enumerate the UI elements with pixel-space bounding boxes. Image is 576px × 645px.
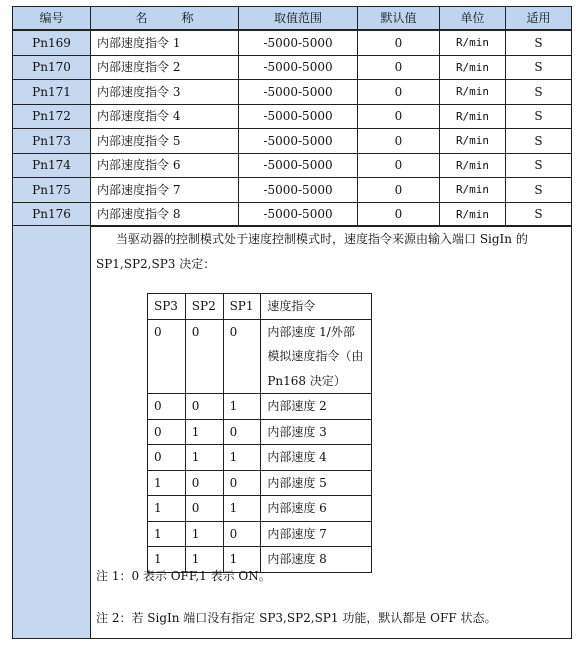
sp-bit-value: 0 [229, 526, 238, 541]
sp-bit-value: 1 [229, 399, 238, 413]
speed-command-cell [261, 496, 372, 522]
param-default-cell [357, 153, 440, 179]
speed-command-text: 内部速度 1/外部 [267, 324, 355, 339]
speed-command-cell [261, 521, 372, 547]
sp-bit-cell [223, 445, 261, 471]
param-unit: R/min [455, 109, 490, 123]
sp-table-header-label: SP3 [154, 299, 178, 313]
description-id-cell [12, 225, 91, 639]
param-unit-cell [439, 30, 506, 56]
sp-bit-value: 0 [154, 324, 162, 339]
param-id-cell [12, 55, 91, 81]
sp-bit-value: 0 [191, 501, 200, 515]
param-unit-cell [439, 104, 506, 130]
speed-command-cell [261, 394, 372, 420]
param-apply-cell [505, 177, 572, 203]
sp-bit-cell [148, 394, 186, 420]
sp-table-row [148, 496, 372, 522]
header-name-label-a: 名 [135, 11, 148, 25]
param-id-cell [12, 202, 91, 228]
param-id: Pn170 [32, 60, 71, 75]
param-id-cell [12, 79, 91, 105]
param-range: -5000-5000 [263, 182, 333, 197]
sp-bit-cell [185, 394, 223, 420]
sp-table-header [261, 294, 372, 320]
sp-table-header-label: SP1 [229, 299, 254, 313]
param-apply-cell [505, 202, 572, 228]
param-id: Pn171 [32, 84, 71, 99]
param-apply: S [534, 35, 543, 50]
sp-bit-cell [223, 319, 261, 394]
sp-bit-value: 1 [154, 526, 162, 541]
description-line-1: 当驱动器的控制模式处于速度控制模式时，速度指令来源由输入端口 SigIn 的 [116, 232, 528, 246]
param-id: Pn169 [32, 35, 71, 50]
param-unit: R/min [455, 60, 490, 74]
sp-bit-value: 1 [229, 450, 238, 464]
param-default-cell [357, 128, 440, 154]
sp-bit-cell [185, 496, 223, 522]
param-range: -5000-5000 [263, 207, 333, 222]
param-range: -5000-5000 [263, 158, 333, 173]
speed-command-text: 内部速度 2 [267, 399, 327, 413]
sp-bit-cell [185, 445, 223, 471]
param-apply: S [534, 109, 543, 124]
param-unit: R/min [455, 183, 490, 197]
param-range-cell [238, 55, 358, 81]
param-apply-cell [505, 55, 572, 81]
sp-table-header [185, 294, 223, 320]
sp-bit-cell [148, 521, 186, 547]
header-apply-label: 适用 [526, 11, 551, 25]
sp-bit-value: 1 [191, 450, 200, 464]
param-id-cell [12, 30, 91, 56]
sp-table-row [148, 521, 372, 547]
sp-bit-value: 1 [229, 501, 238, 515]
param-apply: S [534, 84, 543, 99]
param-apply: S [534, 207, 543, 222]
speed-command-text: 内部速度 6 [267, 501, 327, 515]
param-name-cell [90, 177, 239, 203]
header-name-label-b: 称 [181, 11, 194, 25]
sp-bit-value: 1 [191, 526, 200, 541]
sp-bit-value: 0 [229, 475, 238, 490]
param-id-cell [12, 153, 91, 179]
param-apply-cell [505, 79, 572, 105]
sp-bit-cell [223, 419, 261, 445]
param-id-cell [12, 128, 91, 154]
description-line-2: SP1,SP2,SP3 决定： [96, 257, 216, 271]
param-default: 0 [394, 133, 403, 148]
sp-selection-table [147, 293, 372, 573]
sp-bit-cell [148, 470, 186, 496]
header-default-label: 默认值 [380, 11, 417, 25]
speed-command-cell [261, 547, 372, 573]
sp-table-header [223, 294, 261, 320]
param-range-cell [238, 177, 358, 203]
param-apply-cell [505, 30, 572, 56]
sp-table-row [148, 445, 372, 471]
speed-command-text: 内部速度 5 [267, 475, 327, 490]
param-default: 0 [394, 109, 403, 124]
param-range: -5000-5000 [263, 35, 333, 50]
param-name: 内部速度指令 3 [97, 84, 181, 99]
header-apply [505, 6, 572, 30]
param-name-cell [90, 55, 239, 81]
sp-bit-cell [148, 445, 186, 471]
speed-command-text: 内部速度 8 [267, 552, 327, 566]
param-unit: R/min [455, 134, 490, 148]
param-apply-cell [505, 153, 572, 179]
sp-bit-value: 1 [154, 552, 162, 566]
speed-command-cell [261, 445, 372, 471]
param-id-cell [12, 177, 91, 203]
sp-bit-value: 0 [191, 399, 200, 413]
param-name-cell [90, 79, 239, 105]
sp-bit-cell [185, 419, 223, 445]
param-default: 0 [394, 35, 403, 50]
param-unit: R/min [455, 85, 490, 99]
param-name: 内部速度指令 4 [97, 109, 181, 124]
header-default [357, 6, 440, 30]
param-name: 内部速度指令 6 [97, 158, 181, 173]
sp-bit-value: 0 [229, 424, 238, 439]
param-unit-cell [439, 55, 506, 81]
sp-bit-value: 1 [229, 552, 238, 566]
header-range [238, 6, 358, 30]
param-name: 内部速度指令 5 [97, 133, 181, 148]
param-name-cell [90, 104, 239, 130]
sp-bit-cell [223, 521, 261, 547]
sp-bit-cell [148, 319, 186, 394]
sp-bit-cell [148, 419, 186, 445]
sp-bit-value: 1 [154, 475, 162, 490]
speed-command-cell [261, 319, 372, 394]
speed-command-cell [261, 419, 372, 445]
sp-bit-cell [223, 470, 261, 496]
param-default-cell [357, 177, 440, 203]
param-name: 内部速度指令 1 [97, 35, 181, 50]
sp-table-row [148, 470, 372, 496]
sp-bit-cell [223, 394, 261, 420]
param-apply: S [534, 158, 543, 173]
param-unit: R/min [455, 158, 490, 172]
sp-bit-value: 0 [191, 475, 200, 490]
header-unit [439, 6, 506, 30]
note-1: 注 1：0 表示 OFF,1 表示 ON。 [96, 569, 271, 583]
param-default: 0 [394, 84, 403, 99]
param-default-cell [357, 30, 440, 56]
param-apply-cell [505, 128, 572, 154]
param-default-cell [357, 55, 440, 81]
header-range-label: 取值范围 [273, 11, 322, 25]
sp-bit-value: 0 [191, 324, 200, 339]
param-default: 0 [394, 158, 403, 173]
sp-table-header-row [148, 294, 372, 320]
param-unit-cell [439, 153, 506, 179]
sp-table-row [148, 394, 372, 420]
param-range: -5000-5000 [263, 84, 333, 99]
speed-command-cell [261, 470, 372, 496]
param-range-cell [238, 79, 358, 105]
header-name [90, 6, 239, 30]
param-id: Pn176 [32, 207, 71, 222]
param-range: -5000-5000 [263, 133, 333, 148]
sp-table-row [148, 319, 372, 394]
param-id: Pn175 [32, 182, 71, 197]
sp-bit-value: 1 [154, 501, 162, 515]
sp-bit-value: 0 [229, 324, 238, 339]
header-id [12, 6, 91, 30]
param-unit-cell [439, 128, 506, 154]
param-unit: R/min [455, 36, 490, 50]
speed-command-text: 内部速度 3 [267, 424, 327, 439]
param-range-cell [238, 128, 358, 154]
header-unit-label: 单位 [460, 11, 485, 25]
param-apply-cell [505, 104, 572, 130]
param-name-cell [90, 153, 239, 179]
sp-bit-value: 0 [154, 399, 162, 413]
param-range-cell [238, 30, 358, 56]
param-default: 0 [394, 60, 403, 75]
sp-bit-value: 0 [154, 424, 162, 439]
sp-table-row [148, 419, 372, 445]
param-default: 0 [394, 207, 403, 222]
param-name-cell [90, 128, 239, 154]
param-default-cell [357, 202, 440, 228]
param-id: Pn172 [32, 109, 71, 124]
param-range-cell [238, 104, 358, 130]
speed-command-text: 模拟速度指令（由 [267, 349, 364, 363]
param-id-cell [12, 104, 91, 130]
sp-bit-cell [185, 521, 223, 547]
sp-table-header-label: 速度指令 [267, 299, 316, 313]
sp-table-header-label: SP2 [191, 299, 216, 313]
sp-bit-value: 0 [154, 450, 162, 464]
param-unit: R/min [455, 207, 490, 221]
speed-command-text: Pn168 决定） [267, 373, 346, 388]
param-name-cell [90, 30, 239, 56]
note-2: 注 2：若 SigIn 端口没有指定 SP3,SP2,SP1 功能，默认都是 OFF 状态。 [96, 611, 497, 625]
param-name: 内部速度指令 2 [97, 60, 181, 75]
param-name: 内部速度指令 8 [97, 207, 181, 222]
param-range: -5000-5000 [263, 109, 333, 124]
sp-bit-cell [185, 319, 223, 394]
sp-bit-cell [223, 496, 261, 522]
param-apply: S [534, 133, 543, 148]
sp-table-header [148, 294, 186, 320]
sp-bit-cell [148, 496, 186, 522]
speed-command-text: 内部速度 7 [267, 526, 327, 541]
param-name: 内部速度指令 7 [97, 182, 181, 197]
param-id: Pn173 [32, 133, 71, 148]
param-default-cell [357, 104, 440, 130]
param-id: Pn174 [32, 158, 71, 173]
param-range-cell [238, 202, 358, 228]
param-unit-cell [439, 79, 506, 105]
sp-bit-cell [185, 470, 223, 496]
param-apply: S [534, 60, 543, 75]
param-range: -5000-5000 [263, 60, 333, 75]
header-id-label: 编号 [39, 11, 64, 25]
param-apply: S [534, 182, 543, 197]
param-default-cell [357, 79, 440, 105]
param-unit-cell [439, 177, 506, 203]
param-default: 0 [394, 182, 403, 197]
param-name-cell [90, 202, 239, 228]
speed-command-text: 内部速度 4 [267, 450, 327, 464]
param-range-cell [238, 153, 358, 179]
sp-bit-value: 1 [191, 552, 200, 566]
param-unit-cell [439, 202, 506, 228]
sp-bit-value: 1 [191, 424, 200, 439]
